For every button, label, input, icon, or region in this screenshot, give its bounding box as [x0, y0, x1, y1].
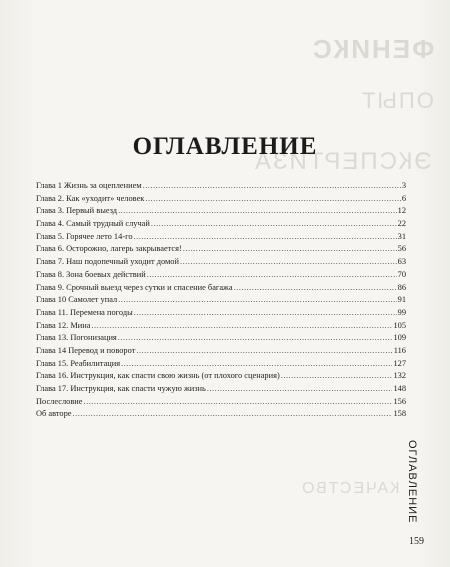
- toc-dot-leader: [281, 370, 393, 383]
- toc-entry-title: Глава 2. Как «уходит» человек: [36, 193, 145, 203]
- toc-entry-page: 63: [397, 257, 406, 267]
- toc-entry-title: Глава 11. Перемена погоды: [36, 307, 133, 317]
- toc-entry-title: Глава 8. Зона боевых действий: [36, 269, 146, 279]
- toc-entry-page: 132: [393, 371, 406, 381]
- toc-entry-page: 158: [393, 409, 406, 419]
- toc-entry-page: 148: [393, 384, 406, 393]
- toc-entry-title: Глава 14 Перевод и поворот: [36, 345, 136, 355]
- toc-entry: [36, 243, 406, 256]
- toc-entry: [36, 370, 406, 383]
- toc-entry: [36, 218, 406, 231]
- toc-dot-leader: [73, 408, 393, 421]
- toc-dot-leader: [207, 383, 393, 396]
- toc-dot-leader: [147, 269, 397, 282]
- toc-entry-page: 3: [401, 181, 406, 190]
- toc-dot-leader: [121, 358, 392, 371]
- toc-entry: [36, 332, 406, 345]
- toc-entry-title: Глава 1 Жизнь за оцеплением: [36, 181, 142, 190]
- toc-entry-title: Глава 15. Реабилитация: [36, 358, 121, 368]
- toc-entry-page: 116: [393, 345, 406, 355]
- toc-entry-title: Глава 7. Наш подопечный уходит домой: [36, 257, 179, 267]
- toc-entry: [36, 408, 406, 421]
- toc-entry: [36, 180, 406, 193]
- toc-dot-leader: [134, 307, 397, 320]
- toc-dot-leader: [91, 320, 392, 333]
- toc-dot-leader: [136, 345, 392, 358]
- toc-entry: [36, 269, 406, 282]
- toc-entry: [36, 383, 406, 396]
- toc-entry: [36, 231, 406, 244]
- toc-dot-leader: [234, 282, 397, 295]
- toc-entry-title: Глава 5. Горячее лето 14-го: [36, 231, 133, 241]
- side-running-header: ОГЛАВЛЕНИЕ: [406, 440, 418, 524]
- toc-entry-title: Глава 6. Осторожно, лагерь закрывается!: [36, 244, 182, 254]
- toc-entry-page: 109: [393, 333, 406, 343]
- toc-entry-title: Глава 17. Инструкция, как спасти чужую жизнь: [36, 384, 206, 393]
- toc-entry-title: Глава 10 Самолет упал: [36, 295, 118, 305]
- toc-dot-leader: [118, 205, 397, 218]
- toc-dot-leader: [151, 218, 397, 231]
- toc-entry: [36, 294, 406, 307]
- toc-entry-page: 31: [397, 231, 406, 241]
- toc-entry-page: 127: [393, 358, 406, 368]
- toc-entry: [36, 256, 406, 269]
- toc-entry: [36, 282, 406, 295]
- toc-entry-title: Глава 12. Мина: [36, 320, 91, 330]
- toc-dot-leader: [84, 396, 393, 409]
- toc-entry-page: 56: [397, 244, 406, 254]
- bleed-through-text: ЭКСПЕРТИЗА: [253, 148, 432, 175]
- toc-entry-page: 91: [397, 295, 406, 305]
- toc-entry: [36, 345, 406, 358]
- toc-entry-page: 99: [397, 307, 406, 317]
- toc-entry-page: 105: [393, 320, 406, 330]
- toc-entry-title: Послесловие: [36, 396, 83, 406]
- toc-entry: [36, 358, 406, 371]
- toc-entry-title: Об авторе: [36, 409, 72, 419]
- bleed-through-text: ОПЫТ: [360, 88, 434, 113]
- toc-dot-leader: [118, 294, 396, 307]
- toc-entry-title: Глава 4. Самый трудный случай: [36, 219, 150, 229]
- toc-entry-page: 156: [393, 396, 406, 406]
- toc-dot-leader: [180, 256, 397, 269]
- toc-entry-title: Глава 9. Срочный выезд через сутки и спасение багажа: [36, 282, 233, 292]
- toc-entry: [36, 205, 406, 218]
- toc-entry-page: 22: [397, 219, 406, 229]
- toc-entry: [36, 396, 406, 409]
- toc-dot-leader: [145, 193, 400, 206]
- toc-entry-page: 12: [397, 206, 406, 216]
- bleed-through-text: ФЕНИКС: [310, 34, 434, 64]
- toc-entry-page: 70: [397, 269, 406, 279]
- toc-entry-page: 86: [397, 282, 406, 292]
- table-of-contents: [36, 180, 406, 421]
- toc-dot-leader: [183, 243, 397, 256]
- toc-dot-leader: [143, 180, 401, 193]
- toc-entry: [36, 307, 406, 320]
- toc-entry-title: Глава 3. Первый выезд: [36, 206, 118, 216]
- toc-entry-title: Глава 16. Инструкция, как спасти свою жизнь (от плохого сценария): [36, 371, 280, 381]
- toc-dot-leader: [118, 332, 393, 345]
- toc-entry: [36, 320, 406, 333]
- toc-entry-title: Глава 13. Погонизация: [36, 333, 117, 343]
- page-number: 159: [409, 536, 424, 547]
- toc-entry-page: 6: [401, 193, 406, 203]
- toc-entry: [36, 193, 406, 206]
- toc-dot-leader: [134, 231, 397, 244]
- bleed-through-text: КАЧЕСТВО: [300, 480, 400, 497]
- page-title: ОГЛАВЛЕНИЕ: [132, 133, 318, 160]
